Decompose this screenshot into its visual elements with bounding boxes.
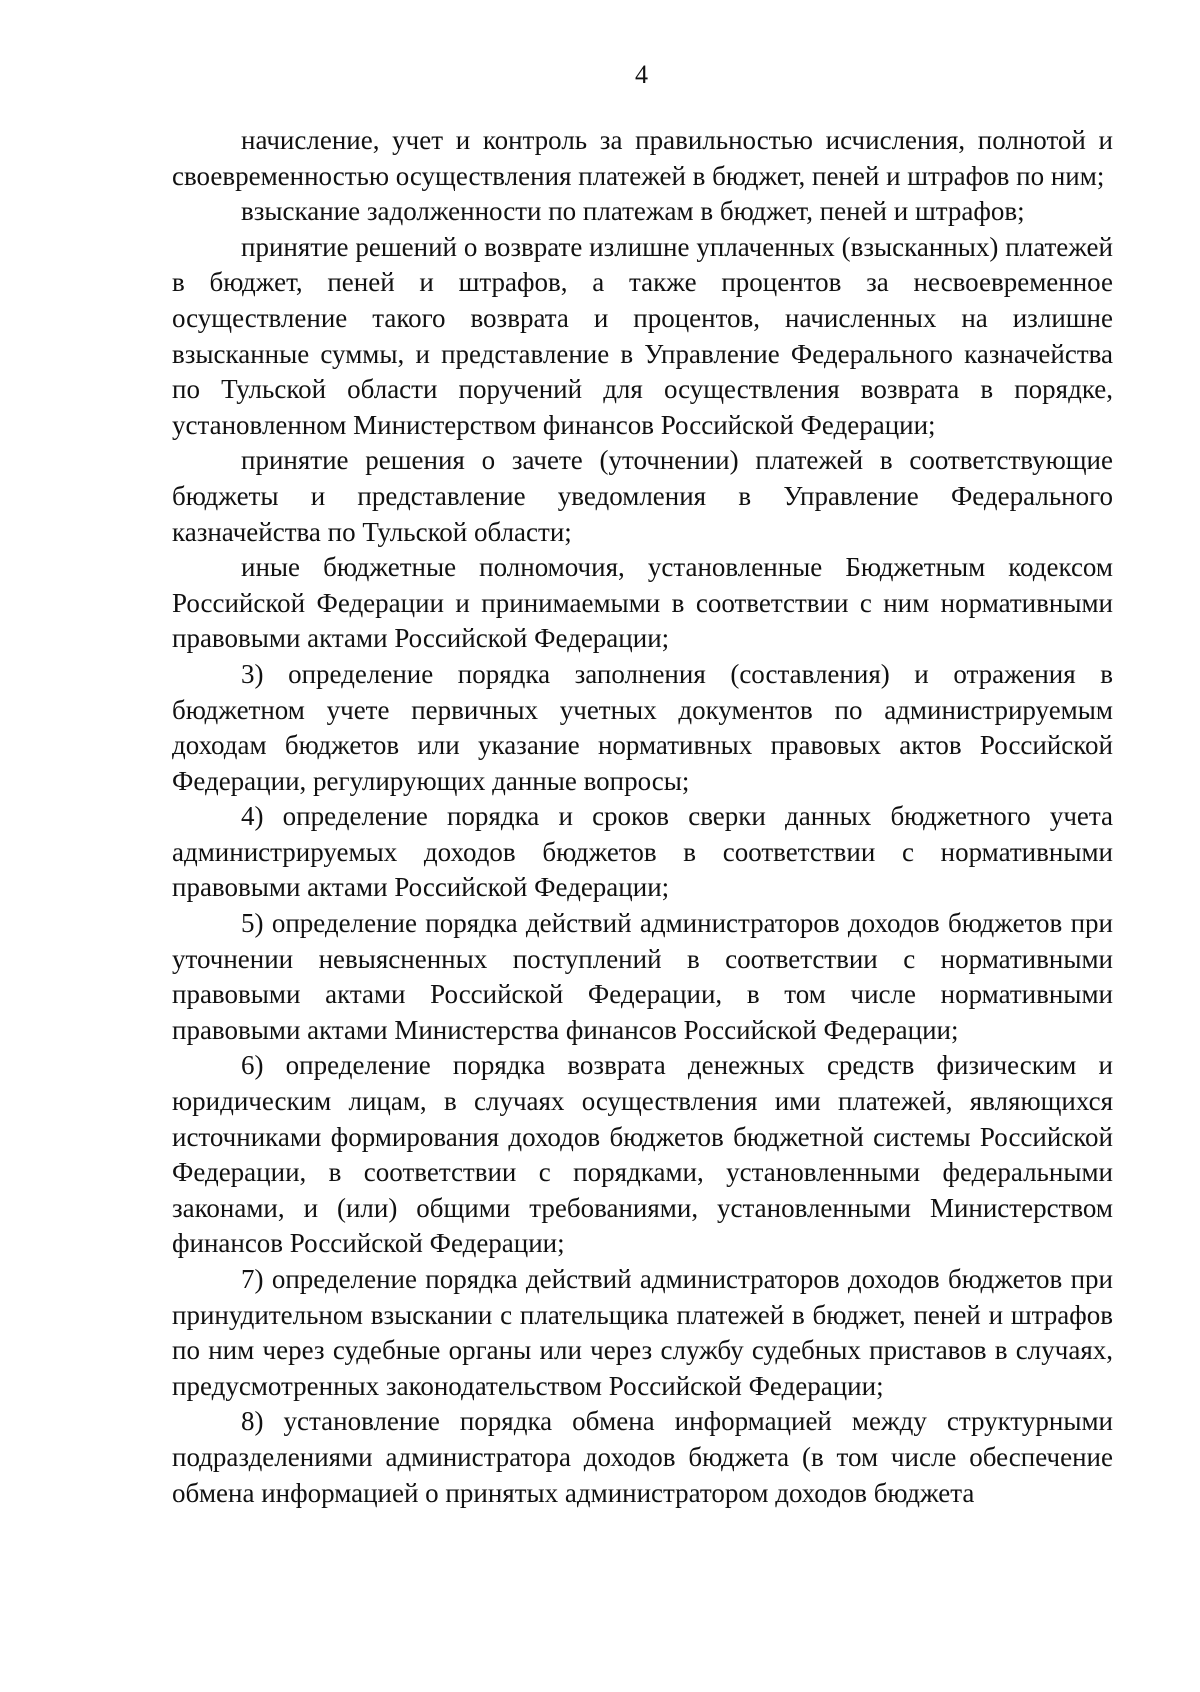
paragraph-offset-decision: принятие решения о зачете (уточнении) платежей в соответствующие бюджеты и представление уведомления в Управление Федерального казначейства по Тульской области; — [172, 445, 1113, 547]
paragraph-item-6: 6) определение порядка возврата денежных средств физическим и юридическим лицам, в случаях осуществления ими платежей, являющихся источниками формирования доходов бюджетов бюджетной системы Российской Федерации, в соответствии с порядками, установленными федеральными законами, и (или) общими требованиями, установленными Министерством финансов Российской Федерации; — [172, 1050, 1113, 1259]
paragraph-item-8: 8) установление порядка обмена информацией между структурными подразделениями администратора доходов бюджета (в том числе обеспечение обмена информацией о принятых администратором доходов бюджета — [172, 1406, 1113, 1508]
paragraph-debt-collection: взыскание задолженности по платежам в бюджет, пеней и штрафов; — [241, 196, 1025, 227]
paragraph-item-7: 7) определение порядка действий администраторов доходов бюджетов при принудительном взыскании с плательщика платежей в бюджет, пеней и штрафов по ним через судебные органы или через службу судебных приставов в случаях, предусмотренных законодательством Российской Федерации; — [172, 1264, 1113, 1401]
paragraph-refund-decisions: принятие решений о возврате излишне уплаченных (взысканных) платежей в бюджет, пеней и штрафов, а также процентов за несвоевременное осуществление такого возврата и процентов, начисленных на излишне взысканные суммы, и представление в Управление Федерального казначейства по Тульской области поручений для осуществления возврата в порядке, установленном Министерством финансов Российской Федерации; — [172, 231, 1113, 440]
paragraph-accrual-accounting: начисление, учет и контроль за правильностью исчисления, полнотой и своевременностью осуществления платежей в бюджет, пеней и штрафов по ним; — [172, 125, 1113, 191]
page-number: 4 — [635, 60, 648, 89]
paragraph-item-4: 4) определение порядка и сроков сверки данных бюджетного учета администрируемых доходов бюджетов в соответствии с нормативными правовыми актами Российской Федерации; — [172, 801, 1113, 903]
paragraph-item-5: 5) определение порядка действий администраторов доходов бюджетов при уточнении невыясненных поступлений в соответствии с нормативными правовыми актами Российской Федерации, в том числе нормативными правовыми актами Министерства финансов Российской Федерации; — [172, 908, 1113, 1045]
paragraph-other-powers: иные бюджетные полномочия, установленные Бюджетным кодексом Российской Федерации и принимаемыми в соответствии с ним нормативными правовыми актами Российской Федерации; — [172, 552, 1113, 654]
document-body — [172, 123, 1113, 1511]
paragraph-item-3: 3) определение порядка заполнения (составления) и отражения в бюджетном учете первичных учетных документов по администрируемым доходам бюджетов или указание нормативных правовых актов Российской Федерации, регулирующих данные вопросы; — [172, 658, 1113, 796]
